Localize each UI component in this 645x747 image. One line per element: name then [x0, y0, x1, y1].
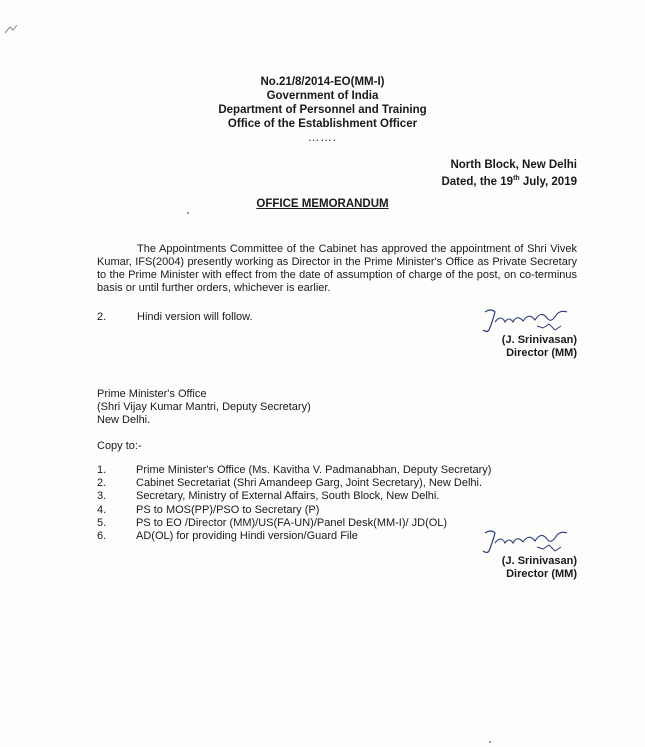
list-item [97, 464, 491, 477]
scan-speck [489, 741, 491, 743]
addressee-block [97, 388, 311, 427]
signatory-designation: Director (MM) [506, 347, 577, 359]
copy-list [97, 464, 491, 543]
signatory-name: (J. Srinivasan) [501, 334, 577, 346]
list-text: PS to MOS(PP)/PSO to Secretary (P) [136, 503, 320, 516]
body-paragraph-2 [97, 311, 253, 323]
letter-header [0, 75, 645, 145]
list-item [97, 530, 491, 543]
list-number: 5. [97, 516, 107, 529]
list-item [97, 517, 491, 530]
handwritten-signature-icon [477, 306, 577, 334]
list-item [97, 504, 491, 517]
date-prefix: Dated, the 19 [441, 175, 514, 188]
header-dots: ……. [307, 132, 338, 144]
memo-title: OFFICE MEMORANDUM [256, 198, 389, 210]
signature-block-2 [477, 527, 577, 581]
body-paragraph-1: The Appointments Committee of the Cabinet has approved the appointment of Shri Vivek Kumar, IFS(2004) presently working as Director in the Prime Minister's Office as Private Secretary to the Prime Minister with effect from the date of assumption of charge of the post, on co-terminus basis or until further orders, whichever is earlier. [97, 243, 577, 294]
office-name: Office of the Establishment Officer [227, 118, 418, 130]
date-suffix: July, 2019 [519, 175, 577, 188]
addressee-line-2: (Shri Vijay Kumar Mantri, Deputy Secretary) [97, 401, 311, 413]
date-superscript: th [513, 175, 520, 182]
list-item [97, 490, 491, 503]
place-and-date [441, 158, 577, 189]
list-number: 3. [97, 490, 107, 503]
scan-speck [187, 212, 189, 214]
signature-block-1 [477, 306, 577, 360]
list-item [97, 477, 491, 490]
copy-to-label: Copy to:- [97, 440, 142, 452]
place: North Block, New Delhi [450, 159, 577, 171]
date [441, 172, 577, 189]
list-text: AD(OL) for providing Hindi version/Guard File [136, 530, 358, 543]
paragraph-number: 2. [97, 311, 107, 323]
reference-number: No.21/8/2014-EO(MM-I) [260, 76, 385, 88]
signatory-name: (J. Srinivasan) [501, 555, 577, 567]
paragraph-text: Hindi version will follow. [137, 311, 253, 323]
list-number: 1. [97, 464, 107, 476]
signatory-designation: Director (MM) [506, 568, 577, 580]
addressee-line-3: New Delhi. [97, 414, 151, 426]
list-number: 6. [97, 530, 107, 543]
list-text: Cabinet Secretariat (Shri Amandeep Garg, Joint Secretary), New Delhi. [136, 477, 483, 490]
department-name: Department of Personnel and Training [218, 104, 427, 116]
list-text: Secretary, Ministry of External Affairs, South Block, New Delhi. [136, 490, 440, 503]
corner-scribble-icon [4, 22, 18, 40]
addressee-line-1: Prime Minister's Office [97, 388, 207, 400]
list-text: PS to EO /Director (MM)/US(FA-UN)/Panel Desk(MM-I)/ JD(OL) [136, 516, 448, 529]
government-name: Government of India [266, 90, 379, 102]
handwritten-signature-icon [477, 527, 577, 555]
list-text: Prime Minister's Office (Ms. Kavitha V. Padmanabhan, Deputy Secretary) [136, 464, 492, 476]
list-number: 2. [97, 477, 107, 490]
list-number: 4. [97, 503, 107, 516]
